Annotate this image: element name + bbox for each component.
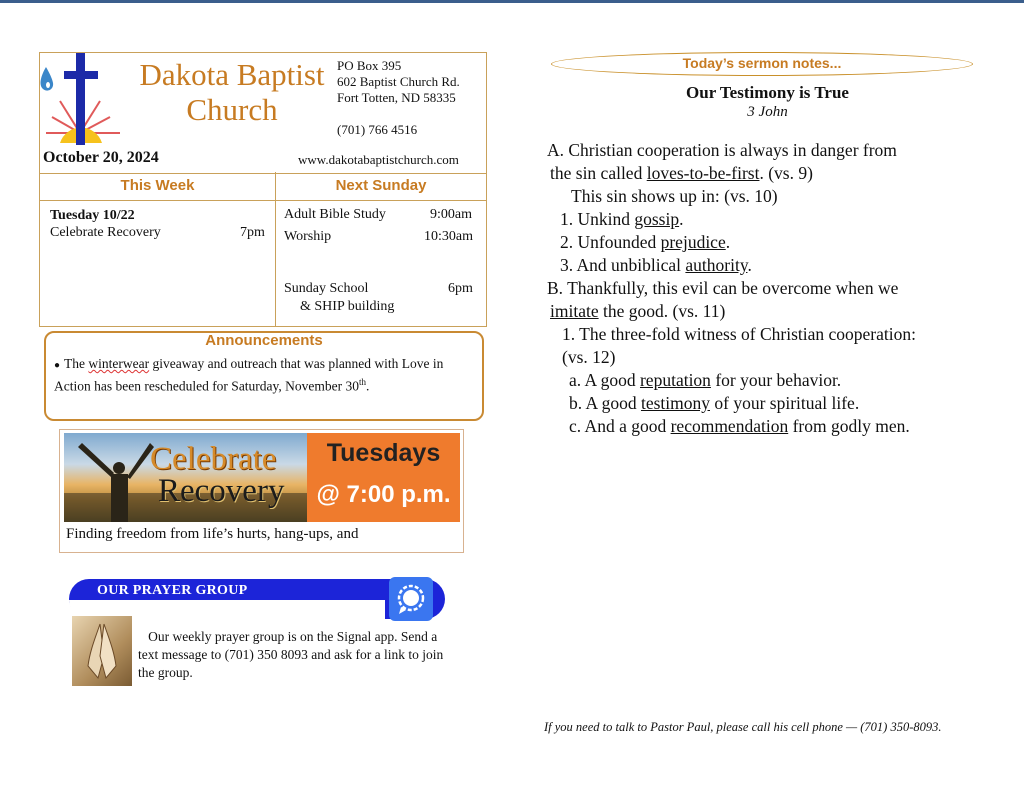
recovery-word: Recovery bbox=[158, 473, 285, 509]
sermon-note-line: This sin shows up in: (vs. 10) bbox=[571, 186, 778, 206]
pastor-contact-note: If you need to talk to Pastor Paul, please call his cell phone — (701) 350-8093. bbox=[544, 720, 942, 734]
sermon-reference: 3 John bbox=[747, 104, 788, 120]
church-address bbox=[337, 58, 460, 106]
schedule-header-line bbox=[40, 200, 486, 201]
celebrate-recovery-image bbox=[64, 433, 307, 522]
sermon-note-line: the sin called loves-to-be-first. (vs. 9) bbox=[550, 163, 813, 183]
celebrate-recovery-ad bbox=[59, 429, 464, 553]
next-sunday-event: Sunday School bbox=[284, 281, 369, 296]
next-sunday-event: Worship bbox=[284, 229, 332, 244]
signal-icon bbox=[389, 577, 433, 621]
next-sunday-time: 9:00am bbox=[430, 207, 472, 222]
schedule-table bbox=[39, 172, 487, 327]
sermon-note-line: 2. Unfounded prejudice. bbox=[560, 232, 731, 252]
sermon-note-line: a. A good reputation for your behavior. bbox=[569, 370, 842, 390]
top-border bbox=[0, 0, 1024, 3]
this-week-event: Celebrate Recovery bbox=[50, 225, 161, 240]
church-logo-icon bbox=[40, 53, 132, 148]
address-line2: 602 Baptist Church Rd. bbox=[337, 74, 460, 89]
sermon-title: Our Testimony is True bbox=[686, 83, 849, 102]
sermon-note-line: c. And a good recommendation from godly men. bbox=[569, 416, 910, 436]
announcement-item: ● The winterwear giveaway and outreach that was planned with Love in Action has been rescheduled for Saturday, November 30th. bbox=[54, 356, 444, 394]
sermon-note-line: 1. Unkind gossip. bbox=[560, 209, 684, 229]
celebrate-recovery-caption: Finding freedom from life’s hurts, hang-ups, and bbox=[66, 526, 359, 542]
sermon-note-line: 1. The three-fold witness of Christian cooperation: bbox=[562, 324, 916, 344]
announcements-box bbox=[44, 331, 484, 421]
sermon-note-line: (vs. 12) bbox=[562, 347, 616, 367]
schedule-divider bbox=[275, 172, 276, 326]
sermon-note-line: B. Thankfully, this evil can be overcome when we bbox=[547, 278, 899, 298]
praying-hands-icon bbox=[72, 616, 132, 686]
prayer-group-text: Our weekly prayer group is on the Signal app. Send a text message to (701) 350 8093 and ask for a link to join the group. bbox=[138, 629, 444, 680]
church-name bbox=[132, 57, 332, 127]
meeting-day: Tuesdays bbox=[326, 439, 441, 467]
church-name-line1: Dakota Baptist bbox=[139, 57, 325, 92]
prayer-group-heading: OUR PRAYER GROUP bbox=[97, 583, 248, 598]
address-line3: Fort Totten, ND 58335 bbox=[337, 90, 456, 105]
sermon-notes-header bbox=[551, 52, 973, 76]
sermon-note-line: 3. And unbiblical authority. bbox=[560, 255, 752, 275]
church-name-line2: Church bbox=[186, 92, 278, 127]
meeting-time: @ 7:00 p.m. bbox=[316, 481, 451, 508]
next-sunday-event: Adult Bible Study bbox=[284, 207, 386, 222]
bulletin-date: October 20, 2024 bbox=[43, 149, 159, 166]
bullet-icon: ● bbox=[54, 360, 61, 371]
announcements-heading: Announcements bbox=[205, 332, 323, 349]
sermon-notes-heading: Today’s sermon notes... bbox=[682, 55, 842, 71]
sermon-note-line: b. A good testimony of your spiritual life. bbox=[569, 393, 860, 413]
this-week-time: 7pm bbox=[240, 225, 265, 240]
celebrate-word: Celebrate bbox=[150, 441, 277, 477]
this-week-day: Tuesday 10/22 bbox=[50, 208, 135, 223]
church-website[interactable]: www.dakotabaptistchurch.com bbox=[298, 152, 459, 167]
sermon-note-line: A. Christian cooperation is always in danger from bbox=[547, 140, 897, 160]
this-week-heading: This Week bbox=[120, 177, 195, 194]
next-sunday-event: & SHIP building bbox=[300, 299, 395, 314]
church-header bbox=[39, 52, 487, 174]
sermon-note-line: imitate the good. (vs. 11) bbox=[550, 301, 726, 321]
meeting-time-panel bbox=[307, 433, 460, 522]
misspelled-word: winterwear bbox=[88, 356, 150, 371]
address-line1: PO Box 395 bbox=[337, 58, 402, 73]
next-sunday-time: 6pm bbox=[448, 281, 473, 296]
next-sunday-time: 10:30am bbox=[424, 229, 473, 244]
church-phone: (701) 766 4516 bbox=[337, 122, 418, 137]
next-sunday-heading: Next Sunday bbox=[335, 177, 427, 194]
